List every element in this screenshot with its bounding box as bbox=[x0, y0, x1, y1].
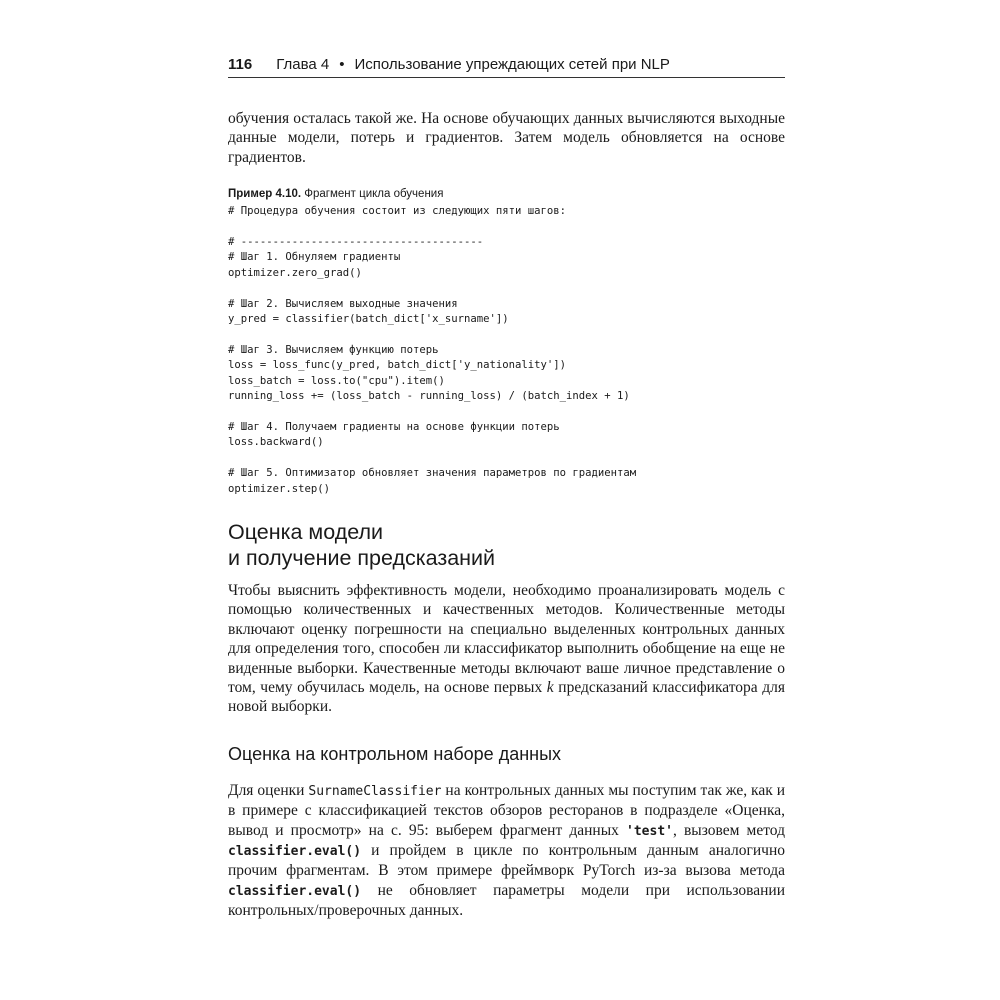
chapter-title: Использование упреждающих сетей при NLP bbox=[354, 56, 670, 73]
section-paragraph-text-2: предсказаний классификатора для новой выборки. bbox=[228, 678, 786, 716]
subsection-text-2: на контрольных данных мы поступим так же, как и в примере с классификацией текстов обзоров ресторанов в подразделе «Оценка, вывод и просмотр» на с. 95: выберем фрагмент данных bbox=[228, 781, 785, 839]
section-heading-line-2: и получение предсказаний bbox=[228, 545, 496, 570]
example-label: Пример 4.10. bbox=[228, 188, 302, 201]
k-variable: k bbox=[546, 678, 554, 696]
code-listing: # Процедура обучения состоит из следующих пяти шагов: # -------------------------------------- # Шаг 1. Обнуляем градиенты optimizer.zero_grad() # Шаг 2. Вычисляем выходные значения y_pred = classifier(batch_dict['x_surname']) # Шаг 3. Вычисляем функцию потерь loss = loss_func(y_pred, batch_dict['y_nationality']) loss_batch = loss.to("cpu").item() running_loss += (loss_batch - running_loss) / (batch_index + 1) # Шаг 4. Получаем градиенты на основе функции потерь loss.backward() # Шаг 5. Оптимизатор обновляет значения параметров по градиентам optimizer.step() bbox=[228, 205, 637, 495]
inline-code-eval-1: classifier.eval() bbox=[228, 844, 362, 859]
running-header bbox=[228, 56, 785, 78]
example-caption bbox=[228, 188, 785, 200]
section-heading-line-1: Оценка модели bbox=[228, 519, 384, 544]
page-number: 116 bbox=[228, 56, 253, 73]
subsection-text-3: , вызовем метод bbox=[672, 821, 785, 839]
inline-code-test: 'test' bbox=[626, 823, 673, 839]
section-heading bbox=[228, 519, 785, 571]
subsection-text-4: и пройдем в цикле по контрольным данным аналогично прочим фрагментам. В этом примере фреймворк PyTorch из-за вызова метода bbox=[228, 842, 785, 880]
chapter-label: Глава 4 bbox=[276, 56, 330, 73]
example-title: Фрагмент цикла обучения bbox=[304, 188, 444, 201]
book-page bbox=[228, 56, 785, 921]
subsection-heading: Оценка на контрольном наборе данных bbox=[228, 743, 562, 764]
header-separator: • bbox=[339, 56, 345, 73]
section-paragraph-text-1: Чтобы выяснить эффективность модели, необходимо проанализировать модель с помощью количественных и качественных методов. Количественные методы включают оценку погрешности на специально выделенных контрольных данных для определения того, способен ли классификатор выполнить обобщение на еще не виденные выборки. Качественные методы включают ваше личное представление о том, чему обучилась модель, на основе первых bbox=[228, 581, 785, 696]
inline-code-classifier-name: SurnameClassifier bbox=[308, 783, 442, 799]
subsection-text-1: Для оценки bbox=[228, 781, 309, 799]
inline-code-eval-2: classifier.eval() bbox=[228, 883, 362, 899]
section-paragraph bbox=[228, 581, 785, 717]
subsection-paragraph bbox=[228, 781, 785, 921]
subsection-text-5: не обновляет параметры модели при использовании контрольных/проверочных данных. bbox=[228, 881, 785, 920]
intro-paragraph: обучения осталась такой же. На основе обучающих данных вычисляются выходные данные модели, потерь и градиентов. Затем модель обновляется на основе градиентов. bbox=[228, 110, 785, 166]
